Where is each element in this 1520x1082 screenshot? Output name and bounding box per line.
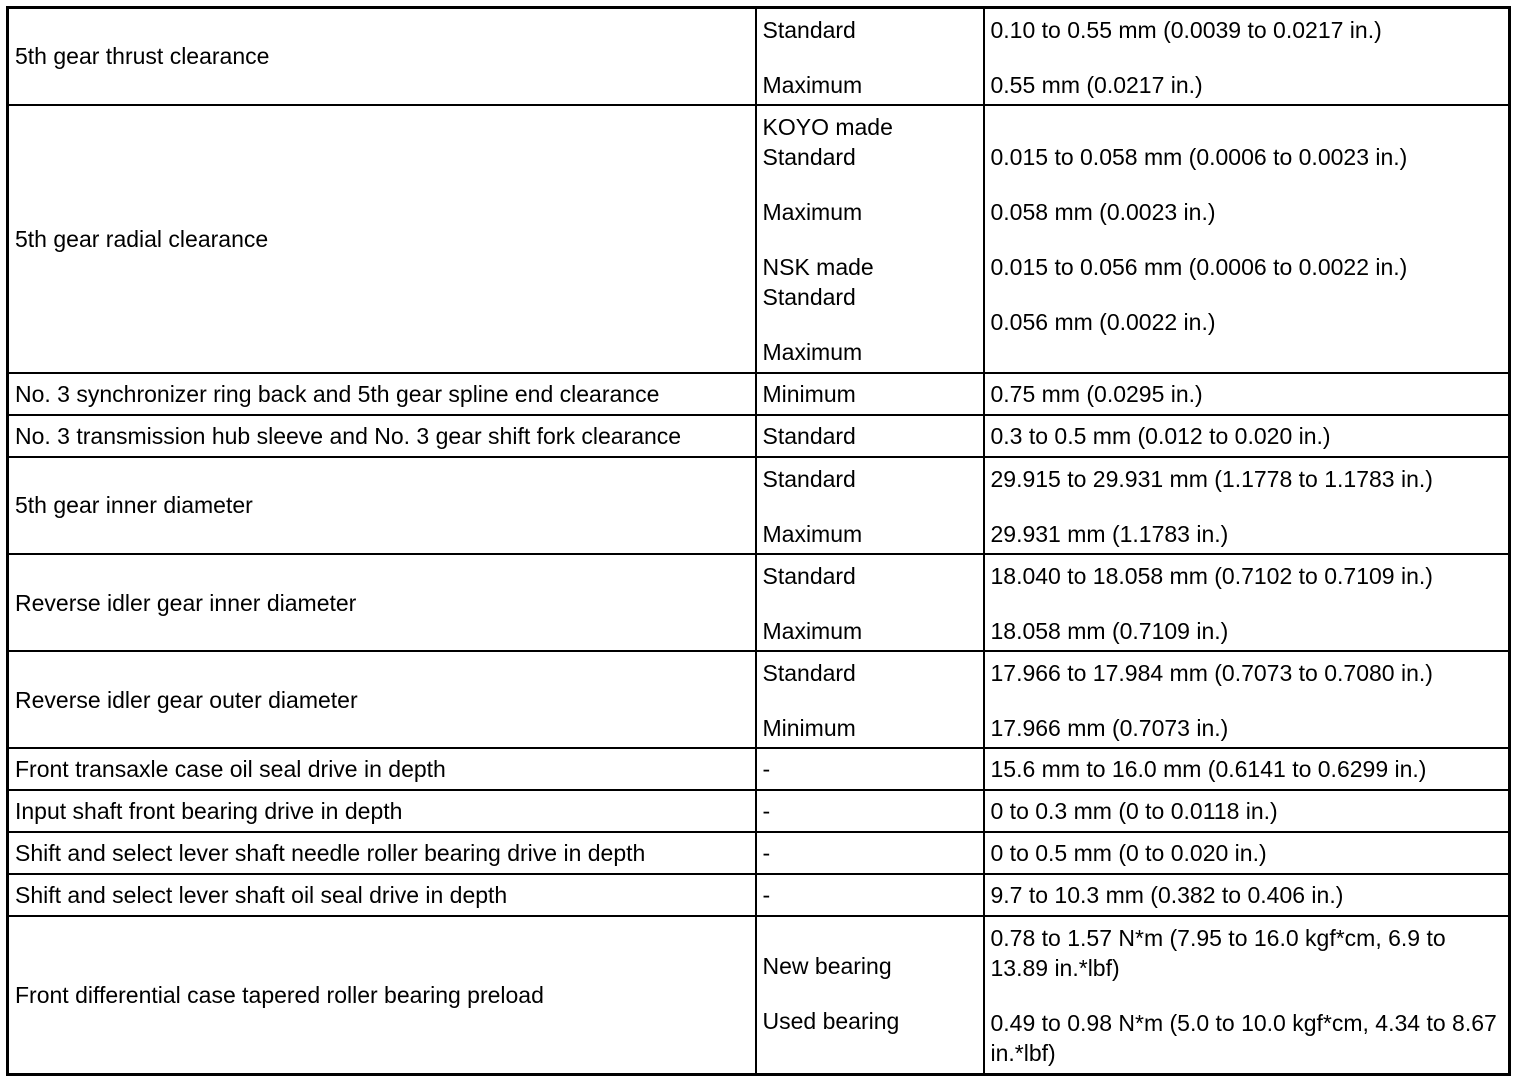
value-text: 0.49 to 0.98 N*m (5.0 to 10.0 kgf*cm, 4.34 to 8.67 in.*lbf)	[990, 1010, 1497, 1067]
condition-label: New bearing	[762, 953, 892, 980]
value-cell	[984, 916, 1510, 1074]
value-cell	[984, 874, 1510, 916]
item-label: 5th gear thrust clearance	[15, 43, 270, 70]
value-text: 18.058 mm (0.7109 in.)	[990, 617, 1229, 644]
table-row	[8, 373, 1510, 415]
condition-cell	[756, 651, 984, 748]
item-cell	[8, 748, 756, 790]
table-row	[8, 790, 1510, 832]
condition-label: Standard	[762, 660, 856, 687]
condition-label: Standard	[762, 465, 856, 492]
value-text: 0.3 to 0.5 mm (0.012 to 0.020 in.)	[990, 422, 1331, 449]
table-row	[8, 415, 1510, 457]
value-text: 18.040 to 18.058 mm (0.7102 to 0.7109 in.)	[990, 562, 1433, 589]
value-cell	[984, 373, 1510, 415]
condition-label: Maximum	[762, 617, 863, 644]
condition-label: Minimum	[762, 380, 856, 407]
value-text: 0.056 mm (0.0022 in.)	[990, 308, 1216, 335]
table-row	[8, 916, 1510, 1074]
value-cell	[984, 790, 1510, 832]
table-row	[8, 8, 1510, 105]
table-row	[8, 748, 1510, 790]
item-label: No. 3 transmission hub sleeve and No. 3 gear shift fork clearance	[15, 422, 682, 449]
value-text: 0.015 to 0.058 mm (0.0006 to 0.0023 in.)	[990, 143, 1408, 170]
condition-label: Minimum	[762, 715, 856, 742]
item-label: 5th gear radial clearance	[15, 225, 269, 252]
table-row	[8, 832, 1510, 874]
condition-cell	[756, 105, 984, 373]
condition-label: -	[762, 756, 771, 783]
value-text: 0.78 to 1.57 N*m (7.95 to 16.0 kgf*cm, 6.9 to 13.89 in.*lbf)	[990, 925, 1446, 982]
condition-cell	[756, 748, 984, 790]
table-row	[8, 105, 1510, 373]
condition-label: Maximum	[762, 520, 863, 547]
condition-cell	[756, 916, 984, 1074]
value-text: 15.6 mm to 16.0 mm (0.6141 to 0.6299 in.)	[990, 756, 1427, 783]
condition-cell	[756, 8, 984, 105]
condition-label: Maximum	[762, 72, 863, 98]
item-label: Shift and select lever shaft needle roller bearing drive in depth	[15, 840, 646, 867]
value-text: 0.55 mm (0.0217 in.)	[990, 72, 1203, 98]
table-row	[8, 651, 1510, 748]
item-cell	[8, 105, 756, 373]
value-cell	[984, 105, 1510, 373]
condition-cell	[756, 415, 984, 457]
table-row	[8, 874, 1510, 916]
condition-label: KOYO made	[762, 113, 893, 140]
value-text: 29.915 to 29.931 mm (1.1778 to 1.1783 in.)	[990, 465, 1433, 492]
specification-table	[6, 6, 1511, 1076]
item-cell	[8, 457, 756, 554]
item-cell	[8, 651, 756, 748]
table-row	[8, 457, 1510, 554]
value-text: 0.75 mm (0.0295 in.)	[990, 380, 1203, 407]
value-text: 0.058 mm (0.0023 in.)	[990, 198, 1216, 225]
item-label: Front transaxle case oil seal drive in depth	[15, 756, 446, 783]
condition-label: -	[762, 798, 771, 825]
value-text: 29.931 mm (1.1783 in.)	[990, 520, 1229, 547]
value-text: 0.10 to 0.55 mm (0.0039 to 0.0217 in.)	[990, 17, 1382, 43]
item-cell	[8, 916, 756, 1074]
item-label: Front differential case tapered roller bearing preload	[15, 982, 544, 1009]
item-label: Reverse idler gear outer diameter	[15, 686, 358, 713]
item-cell	[8, 373, 756, 415]
item-label: Input shaft front bearing drive in depth	[15, 798, 403, 825]
condition-label: Standard	[762, 283, 856, 310]
condition-label: NSK made	[762, 253, 874, 280]
value-text: 0.015 to 0.056 mm (0.0006 to 0.0022 in.)	[990, 253, 1408, 280]
value-text: 0 to 0.3 mm (0 to 0.0118 in.)	[990, 798, 1278, 825]
condition-label: Used bearing	[762, 1008, 900, 1035]
condition-cell	[756, 373, 984, 415]
item-cell	[8, 554, 756, 651]
item-cell	[8, 874, 756, 916]
item-label: Shift and select lever shaft oil seal drive in depth	[15, 882, 508, 909]
condition-label: -	[762, 882, 771, 909]
value-text: 17.966 mm (0.7073 in.)	[990, 715, 1229, 742]
condition-label: Standard	[762, 422, 856, 449]
value-cell	[984, 832, 1510, 874]
condition-label: Standard	[762, 143, 856, 170]
condition-cell	[756, 457, 984, 554]
item-label: No. 3 synchronizer ring back and 5th gear spline end clearance	[15, 380, 660, 407]
value-cell	[984, 415, 1510, 457]
value-cell	[984, 748, 1510, 790]
value-cell	[984, 554, 1510, 651]
condition-cell	[756, 832, 984, 874]
value-cell	[984, 457, 1510, 554]
value-text: 9.7 to 10.3 mm (0.382 to 0.406 in.)	[990, 882, 1344, 909]
condition-cell	[756, 554, 984, 651]
table-row	[8, 554, 1510, 651]
condition-label: Standard	[762, 17, 856, 43]
item-cell	[8, 832, 756, 874]
condition-label: Maximum	[762, 338, 863, 365]
condition-cell	[756, 874, 984, 916]
value-text: 0 to 0.5 mm (0 to 0.020 in.)	[990, 840, 1267, 867]
item-cell	[8, 8, 756, 105]
item-cell	[8, 415, 756, 457]
condition-label: -	[762, 840, 771, 867]
value-cell	[984, 8, 1510, 105]
item-cell	[8, 790, 756, 832]
value-cell	[984, 651, 1510, 748]
condition-label: Maximum	[762, 198, 863, 225]
item-label: 5th gear inner diameter	[15, 492, 253, 519]
item-label: Reverse idler gear inner diameter	[15, 589, 357, 616]
condition-cell	[756, 790, 984, 832]
condition-label: Standard	[762, 562, 856, 589]
value-text: 17.966 to 17.984 mm (0.7073 to 0.7080 in.)	[990, 660, 1433, 687]
